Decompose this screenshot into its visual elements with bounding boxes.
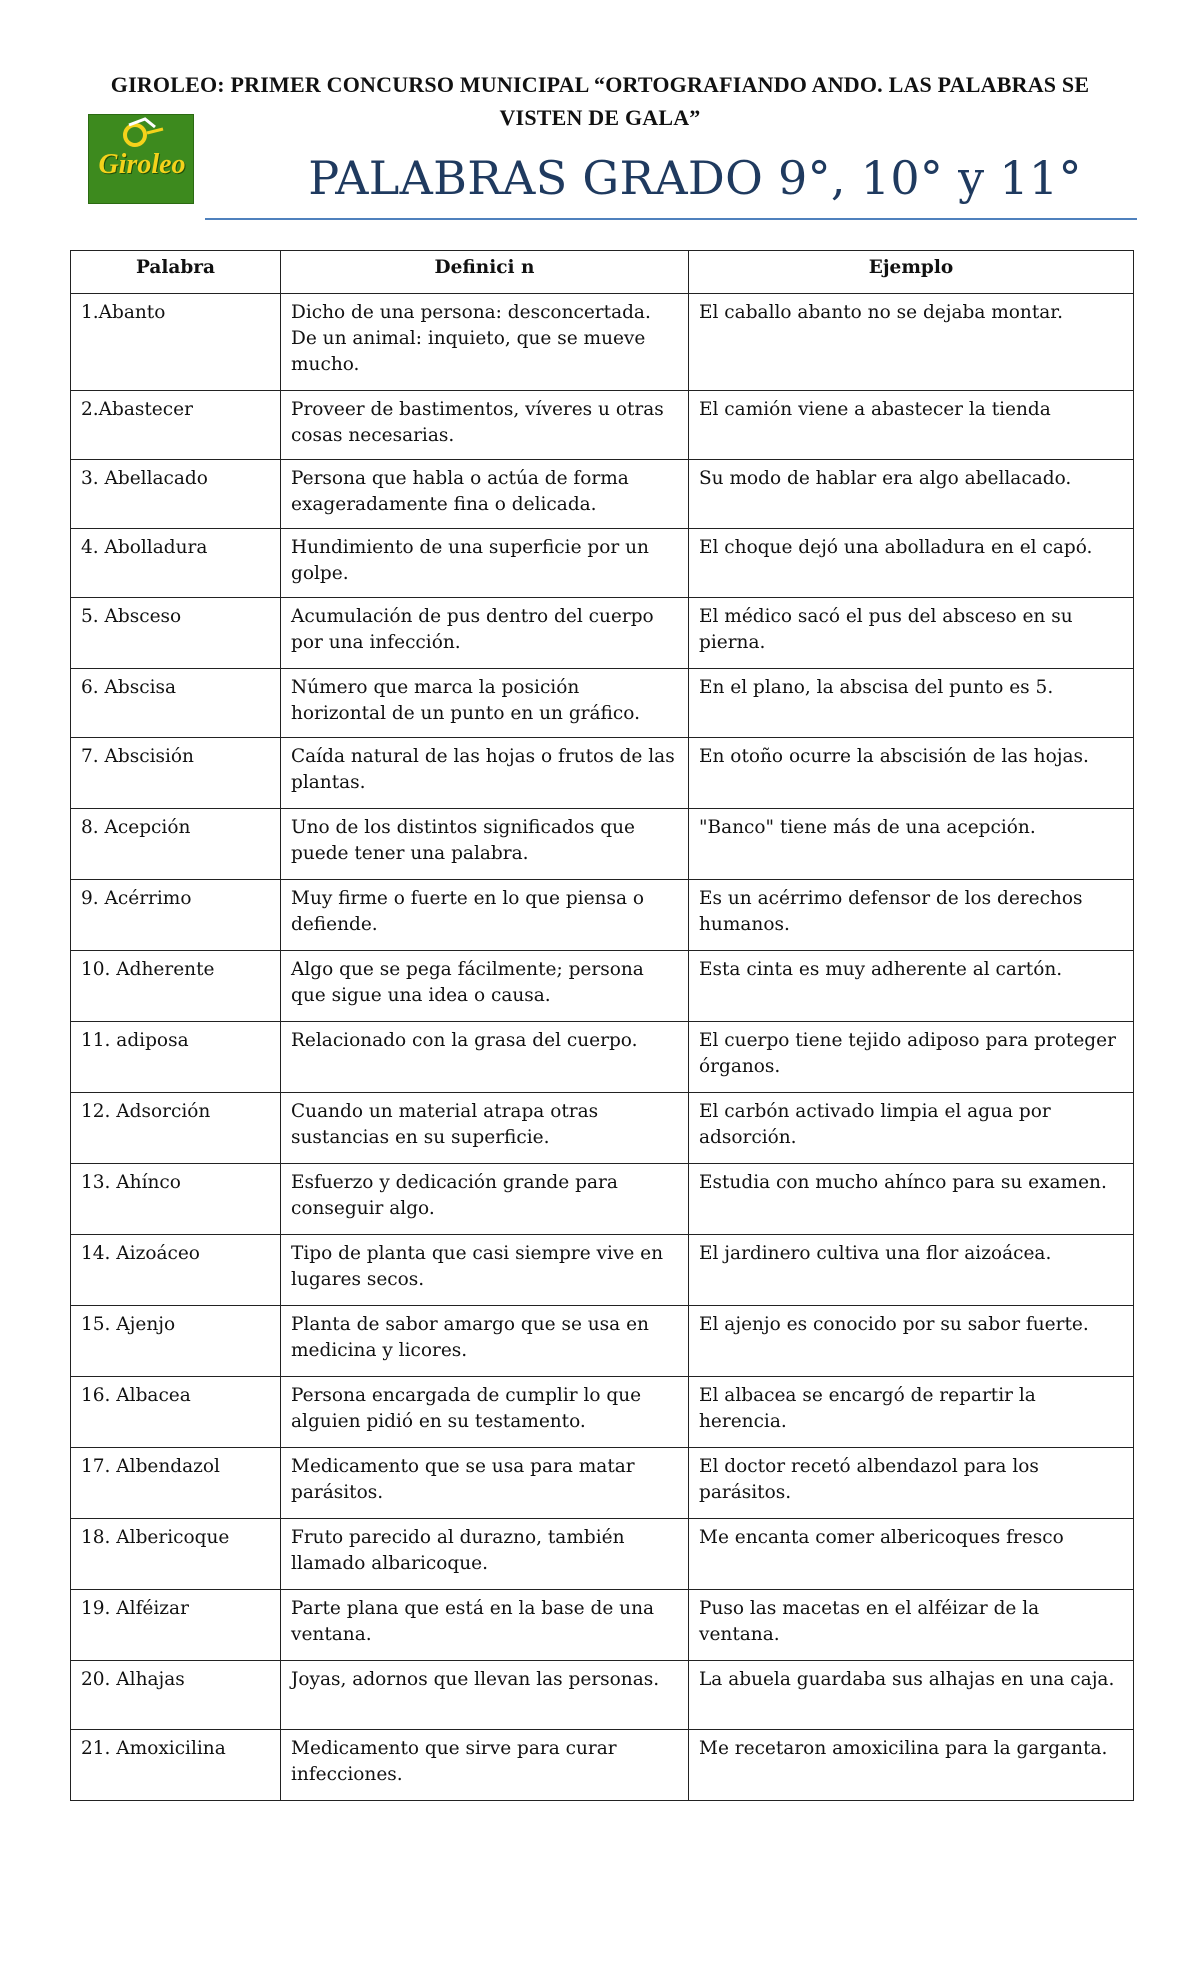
word-cell: 16. Albacea: [71, 1377, 281, 1448]
definition-cell: Proveer de bastimentos, víveres u otras cosas necesarias.: [281, 391, 689, 460]
example-cell: El médico sacó el pus del absceso en su pierna.: [689, 598, 1134, 669]
word-cell: 20. Alhajas: [71, 1661, 281, 1730]
definition-cell: Hundimiento de una superficie por un golpe.: [281, 529, 689, 598]
word-cell: 8. Acepción: [71, 809, 281, 880]
word-cell: 19. Alféizar: [71, 1590, 281, 1661]
definition-cell: Dicho de una persona: desconcertada. De un animal: inquieto, que se mueve mucho.: [281, 294, 689, 391]
word-cell: 1.Abanto: [71, 294, 281, 391]
definition-cell: Caída natural de las hojas o frutos de las plantas.: [281, 738, 689, 809]
example-cell: El jardinero cultiva una flor aizoácea.: [689, 1235, 1134, 1306]
table-row: [71, 1448, 1134, 1519]
table-row: [71, 951, 1134, 1022]
column-header-example: Ejemplo: [689, 251, 1134, 294]
word-cell: 21. Amoxicilina: [71, 1730, 281, 1801]
definition-cell: Medicamento que se usa para matar parásitos.: [281, 1448, 689, 1519]
example-cell: El choque dejó una abolladura en el capó.: [689, 529, 1134, 598]
word-cell: 18. Albericoque: [71, 1519, 281, 1590]
table-row: [71, 880, 1134, 951]
page-header: [0, 0, 1200, 240]
example-cell: En el plano, la abscisa del punto es 5.: [689, 669, 1134, 738]
table-row: [71, 1377, 1134, 1448]
example-cell: El doctor recetó albendazol para los parásitos.: [689, 1448, 1134, 1519]
example-cell: El albacea se encargó de repartir la herencia.: [689, 1377, 1134, 1448]
definition-cell: Persona que habla o actúa de forma exageradamente fina o delicada.: [281, 460, 689, 529]
example-cell: Esta cinta es muy adherente al cartón.: [689, 951, 1134, 1022]
word-cell: 17. Albendazol: [71, 1448, 281, 1519]
table-row: [71, 598, 1134, 669]
table-row: [71, 1235, 1134, 1306]
table-row: [71, 1022, 1134, 1093]
table-row: [71, 1306, 1134, 1377]
table-row: [71, 1093, 1134, 1164]
contest-title-line2: VISTEN DE GALA”: [499, 105, 701, 130]
example-cell: En otoño ocurre la abscisión de las hojas.: [689, 738, 1134, 809]
word-cell: 9. Acérrimo: [71, 880, 281, 951]
table-row: [71, 391, 1134, 460]
definition-cell: Tipo de planta que casi siempre vive en lugares secos.: [281, 1235, 689, 1306]
table-row: [71, 460, 1134, 529]
example-cell: Puso las macetas en el alféizar de la ventana.: [689, 1590, 1134, 1661]
example-cell: La abuela guardaba sus alhajas en una caja.: [689, 1661, 1134, 1730]
definition-cell: Medicamento que sirve para curar infecciones.: [281, 1730, 689, 1801]
table-row: [71, 1661, 1134, 1730]
example-cell: Es un acérrimo defensor de los derechos humanos.: [689, 880, 1134, 951]
table-row: [71, 1164, 1134, 1235]
example-cell: Me encanta comer albericoques fresco: [689, 1519, 1134, 1590]
contest-title: [90, 68, 1110, 134]
table-row: [71, 1730, 1134, 1801]
table-row: [71, 809, 1134, 880]
word-cell: 6. Abscisa: [71, 669, 281, 738]
logo-text: Giroleo: [98, 149, 186, 180]
example-cell: "Banco" tiene más de una acepción.: [689, 809, 1134, 880]
example-cell: El caballo abanto no se dejaba montar.: [689, 294, 1134, 391]
word-cell: 15. Ajenjo: [71, 1306, 281, 1377]
word-cell: 5. Absceso: [71, 598, 281, 669]
example-cell: Me recetaron amoxicilina para la garganta.: [689, 1730, 1134, 1801]
table-row: [71, 294, 1134, 391]
example-cell: El carbón activado limpia el agua por adsorción.: [689, 1093, 1134, 1164]
word-cell: 13. Ahínco: [71, 1164, 281, 1235]
word-cell: 7. Abscisión: [71, 738, 281, 809]
example-cell: El ajenjo es conocido por su sabor fuerte.: [689, 1306, 1134, 1377]
definition-cell: Relacionado con la grasa del cuerpo.: [281, 1022, 689, 1093]
example-cell: El cuerpo tiene tejido adiposo para proteger órganos.: [689, 1022, 1134, 1093]
definition-cell: Acumulación de pus dentro del cuerpo por una infección.: [281, 598, 689, 669]
word-cell: 11. adiposa: [71, 1022, 281, 1093]
column-header-word: Palabra: [71, 251, 281, 294]
word-cell: 14. Aizoáceo: [71, 1235, 281, 1306]
table-header-row: [71, 251, 1134, 294]
definition-cell: Número que marca la posición horizontal de un punto en un gráfico.: [281, 669, 689, 738]
definition-cell: Joyas, adornos que llevan las personas.: [281, 1661, 689, 1730]
word-cell: 4. Abolladura: [71, 529, 281, 598]
definition-cell: Parte plana que está en la base de una ventana.: [281, 1590, 689, 1661]
word-cell: 12. Adsorción: [71, 1093, 281, 1164]
definition-cell: Algo que se pega fácilmente; persona que sigue una idea o causa.: [281, 951, 689, 1022]
definition-cell: Persona encargada de cumplir lo que alguien pidió en su testamento.: [281, 1377, 689, 1448]
contest-title-line1: GIROLEO: PRIMER CONCURSO MUNICIPAL “ORTOGRAFIANDO ANDO. LAS PALABRAS SE: [110, 72, 1090, 97]
column-header-definition: Definici n: [281, 251, 689, 294]
definition-cell: Uno de los distintos significados que puede tener una palabra.: [281, 809, 689, 880]
definition-cell: Planta de sabor amargo que se usa en medicina y licores.: [281, 1306, 689, 1377]
table-row: [71, 738, 1134, 809]
words-table: [70, 250, 1134, 1801]
definition-cell: Cuando un material atrapa otras sustancias en su superficie.: [281, 1093, 689, 1164]
table-row: [71, 529, 1134, 598]
giroleo-logo: [88, 114, 194, 204]
word-cell: 10. Adherente: [71, 951, 281, 1022]
word-cell: 2.Abastecer: [71, 391, 281, 460]
word-cell: 3. Abellacado: [71, 460, 281, 529]
table-row: [71, 669, 1134, 738]
example-cell: Su modo de hablar era algo abellacado.: [689, 460, 1134, 529]
example-cell: Estudia con mucho ahínco para su examen.: [689, 1164, 1134, 1235]
example-cell: El camión viene a abastecer la tienda: [689, 391, 1134, 460]
header-rule: [205, 218, 1137, 220]
grade-title: PALABRAS GRADO 9°, 10° y 11°: [308, 151, 1082, 205]
table-row: [71, 1519, 1134, 1590]
definition-cell: Fruto parecido al durazno, también llamado albaricoque.: [281, 1519, 689, 1590]
definition-cell: Esfuerzo y dedicación grande para conseguir algo.: [281, 1164, 689, 1235]
table-row: [71, 1590, 1134, 1661]
definition-cell: Muy firme o fuerte en lo que piensa o defiende.: [281, 880, 689, 951]
